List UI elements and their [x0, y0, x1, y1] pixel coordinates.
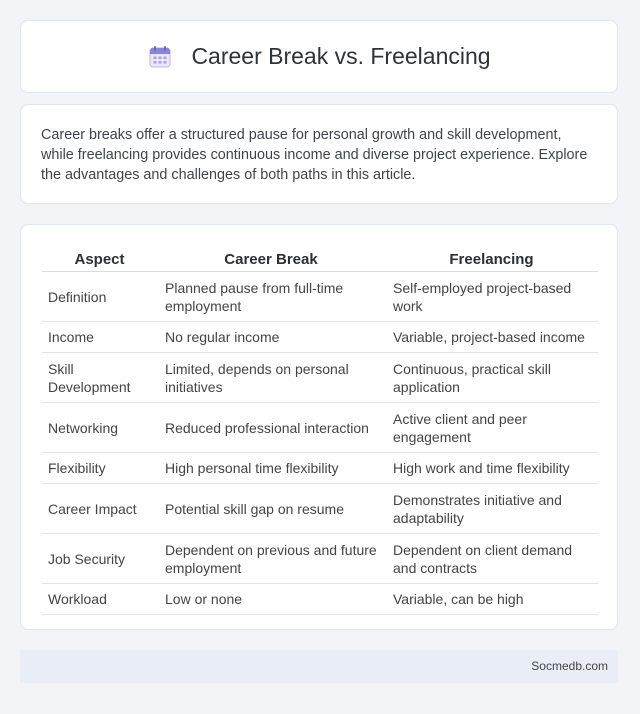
table-row — [42, 453, 598, 484]
comparison-table — [42, 245, 598, 615]
row-career-break: Limited, depends on personal initiatives — [157, 353, 385, 403]
row-aspect: Definition — [42, 272, 157, 322]
page-title: Career Break vs. Freelancing — [191, 43, 491, 69]
footer-site-link[interactable]: Socmedb.com — [531, 659, 608, 673]
row-aspect: Flexibility — [42, 453, 157, 484]
table-row — [42, 534, 598, 584]
table-row — [42, 584, 598, 615]
row-career-break: No regular income — [157, 322, 385, 353]
row-aspect: Skill Development — [42, 353, 157, 403]
row-career-break: Planned pause from full-time employment — [157, 272, 385, 322]
row-career-break: Reduced professional interaction — [157, 403, 385, 453]
row-aspect: Workload — [42, 584, 157, 615]
table-row — [42, 322, 598, 353]
header-card — [20, 20, 618, 93]
intro-paragraph: Career breaks offer a structured pause for personal growth and skill development, while freelancing provides continuous income and diverse project experience. Explore the advantages and challenges of both paths in this article. — [41, 127, 588, 183]
row-freelancing: Dependent on client demand and contracts — [385, 534, 598, 584]
table-row — [42, 484, 598, 534]
row-freelancing: Demonstrates initiative and adaptability — [385, 484, 598, 534]
row-freelancing: Variable, can be high — [385, 584, 598, 615]
column-header-career-break: Career Break — [157, 245, 385, 272]
row-career-break: Dependent on previous and future employment — [157, 534, 385, 584]
title-wrap — [147, 43, 490, 70]
intro-card — [20, 104, 618, 204]
table-row — [42, 353, 598, 403]
column-header-aspect: Aspect — [42, 245, 157, 272]
table-header-row — [42, 245, 598, 272]
row-aspect: Income — [42, 322, 157, 353]
column-header-freelancing: Freelancing — [385, 245, 598, 272]
row-freelancing: Variable, project-based income — [385, 322, 598, 353]
row-career-break: High personal time flexibility — [157, 453, 385, 484]
row-career-break: Low or none — [157, 584, 385, 615]
row-freelancing: Continuous, practical skill application — [385, 353, 598, 403]
row-aspect: Job Security — [42, 534, 157, 584]
row-aspect: Career Impact — [42, 484, 157, 534]
table-row — [42, 272, 598, 322]
row-career-break: Potential skill gap on resume — [157, 484, 385, 534]
comparison-table-card — [20, 224, 618, 630]
table-row — [42, 403, 598, 453]
calendar-icon — [147, 44, 173, 70]
footer-bar — [20, 650, 618, 683]
row-freelancing: Active client and peer engagement — [385, 403, 598, 453]
row-aspect: Networking — [42, 403, 157, 453]
row-freelancing: Self-employed project-based work — [385, 272, 598, 322]
row-freelancing: High work and time flexibility — [385, 453, 598, 484]
